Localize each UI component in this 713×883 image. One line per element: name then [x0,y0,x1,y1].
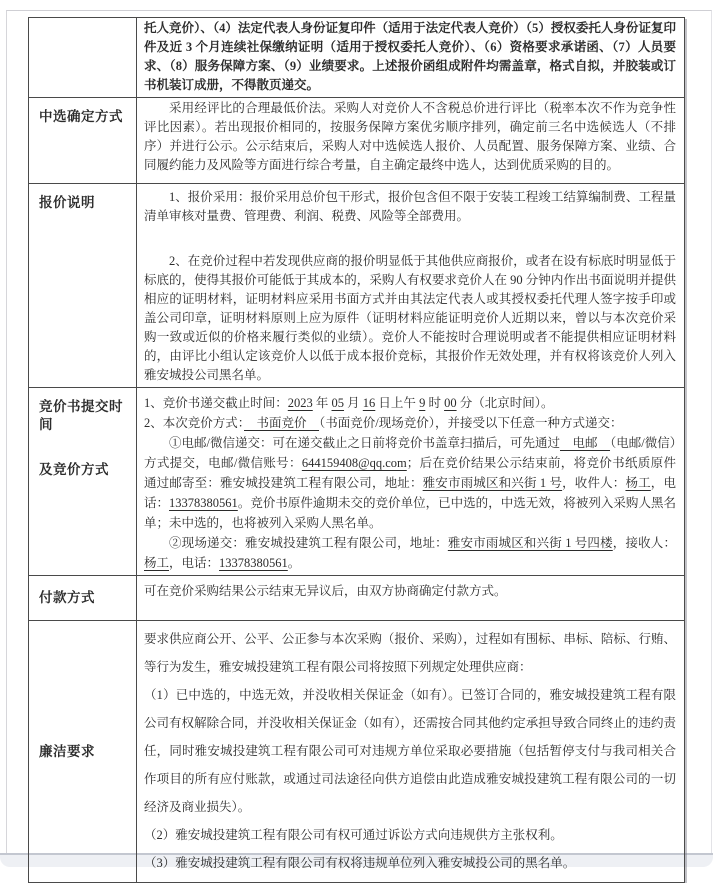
table-row-payment [29,576,685,621]
row-header-integrity [29,621,137,883]
submission-label-line1: 竞价书提交时间 [39,399,123,432]
table-row-continuation [29,18,685,98]
quote-notes-cell [137,184,685,388]
row-header-payment [29,576,137,621]
row-header-empty [29,18,137,98]
attachment-requirements-cell [137,18,685,98]
payment-text: 可在竞价采购结果公示结束无异议后，由双方协商确定付款方式。 [144,584,507,598]
submission-deadline-text: 1、竞价书递交截止时间：2023 年 05 月 16 日上午 9 时 00 分（北京时间）。 [144,396,554,410]
attachment-requirements-text: 托人竞价）、（4）法定代表人身份证复印件（适用于法定代表人竞价）（5）授权委托人身份证复印件及近 3 个月连续社保缴纳证明（适用于授权委托人竞价）、（6）资格要求承诺函、（7）人员要求、（8）服务保障方案、（9）业绩要求。上述报价函组成附件均需盖章，格式自拟，并胶装或订书机装订成册，不得散页递交。 [144,21,676,92]
selection-method-label: 中选确定方式 [39,109,123,124]
submission-method-text: 2、本次竞价方式： 书面竞价 （书面竞价/现场竞价），并接受以下任意一种方式递交： [144,416,623,430]
integrity-paragraph-1: 要求供应商公开、公平、公正参与本次采购（报价、采购），过程如有围标、串标、陪标、行贿、等行为发生，雅安城投建筑工程有限公司将按照下列规定处理供应商： [144,632,676,674]
payment-cell [137,576,685,621]
integrity-label: 廉洁要求 [39,743,95,759]
table-row-integrity [29,621,685,883]
row-header-submission [29,388,137,576]
table-row-quote-notes [29,184,685,388]
table-row-submission [29,388,685,576]
procurement-terms-table [28,17,685,883]
integrity-cell [137,621,685,883]
payment-label: 付款方式 [39,590,95,605]
table-row-selection-method [29,98,685,184]
selection-method-cell [137,98,685,184]
submission-cell [137,388,685,576]
quote-notes-paragraph-1: 1、报价采用：报价采用总价包干形式，报价包含但不限于安装工程竣工结算编制费、工程量清单审核对量费、管理费、利润、税费、风险等全部费用。 [144,190,676,223]
integrity-paragraph-3: （2）雅安城投建筑工程有限公司有权可通过诉讼方式向违规供方主张权利。 [144,828,563,842]
submission-label-line2: 及竞价方式 [39,462,109,477]
row-header-selection-method [29,98,137,184]
row-header-quote-notes [29,184,137,388]
integrity-paragraph-2: （1）已中选的，中选无效，并没收相关保证金（如有）。已签订合同的，雅安城投建筑工程有限公司有权解除合同，并没收相关保证金（如有），还需按合同其他约定承担导致合同终止的违约责任，同时雅安城投建筑工程有限公司可对违规方单位采取必要措施（包括暂停支付与我司相关合作项目的所有应付账款，或通过司法途径向供方追偿由此造成雅安城投建筑工程有限公司的一切经济及商业损失）。 [144,688,676,814]
submission-email-option-text: ①电邮/微信递交：可在递交截止之日前将竞价书盖章扫描后，可先通过 电邮 （电邮/微信）方式提交，电邮/微信账号：644159408@qq.com；后在竞价结果公示结束前，将竞价书纸质原件通过邮寄至：雅安城投建筑工程有限公司，地址：雅安市雨城区和兴街 1 号，收件人：杨工，电话：13378380561。竞价书原件逾期未交的竞价单位，已中选的，中选无效，将被列入采购人黑名单；未中选的，也将被列入采购人黑名单。 [144,436,676,530]
quote-notes-label: 报价说明 [39,195,95,210]
selection-method-text: 采用经评比的合理最低价法。采购人对竞价人不含税总价进行评比（税率本次不作为竞争性评比因素）。若出现报价相同的，按服务保障方案优劣顺序排列，确定前三名中选候选人（不排序）并进行公示。公示结束后，采购人对中选候选人报价、人员配置、服务保障方案、业绩、合同履约能力及风险等方面进行综合考量，自主确定最终中选人，达到优质采购的目的。 [144,101,676,172]
integrity-paragraph-4: （3）雅安城投建筑工程有限公司有权将违规单位列入雅安城投公司的黑名单。 [144,856,576,870]
submission-onsite-option-text: ②现场递交：雅安城投建筑工程有限公司，地址：雅安市雨城区和兴街 1 号四楼，接收人：杨工，电话：13378380561。 [144,536,676,570]
quote-notes-paragraph-2: 2、在竞价过程中若发现供应商的报价明显低于其他供应商报价，或者在设有标底时明显低于标底的，使得其报价可能低于其成本的，采购人有权要求竞价人在 90 分钟内作出书面说明并提供相应的证明材料，证明材料应采用书面方式并由其法定代表人或其授权委托代理人签字按手印或盖公司印章，证明材料原则上应为原件（证明材料应能证明竞价人近期以来，曾以与本次竞价采购一致或近似的价格来履行类似的业绩）。竞价人不能按时合理说明或者不能提供相应证明材料的，由评比小组认定该竞价人以低于成本报价竞标，其报价作无效处理，并有权将该竞价人列入雅安城投公司黑名单。 [144,254,676,382]
